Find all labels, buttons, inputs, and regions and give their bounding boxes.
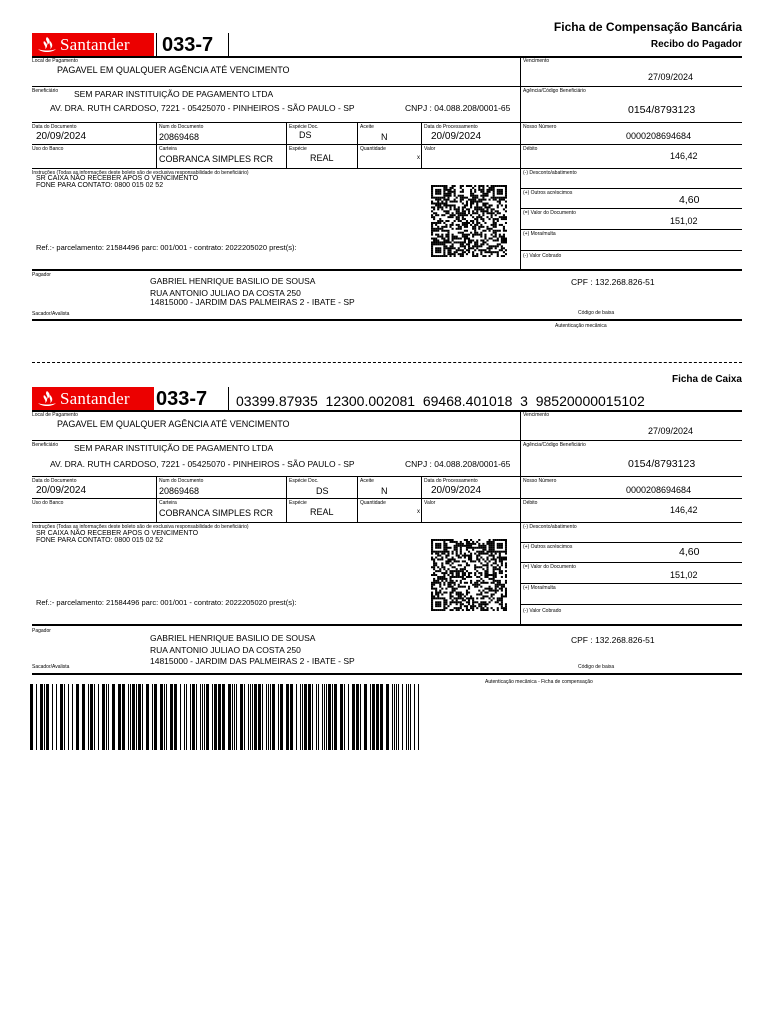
quantidade-x: x: [417, 509, 420, 515]
nosso-numero-label: Nosso Número: [523, 478, 557, 484]
codigo-baixa-label: Código de baixa: [578, 664, 615, 670]
brand-name: Santander: [60, 389, 130, 408]
data-processamento: 20/09/2024: [431, 485, 482, 496]
sacador-label: Sacador/Avalista: [32, 311, 70, 317]
mora-label: (+) Mora/multa: [523, 585, 556, 591]
pagador-endereco: RUA ANTONIO JULIAO DA COSTA 250: [150, 645, 301, 655]
nosso-numero-label: Nosso Número: [523, 124, 557, 130]
quantidade-x: x: [417, 155, 420, 161]
bank-code: 033-7: [162, 34, 214, 56]
desconto-label: (-) Desconto/abatimento: [523, 170, 577, 176]
qr-code: [431, 539, 507, 611]
especie-doc: DS: [316, 486, 329, 496]
num-documento-label: Num do Documento: [159, 478, 204, 484]
instrucao-1: SR CAIXA NÃO RECEBER APOS O VENCIMENTO: [36, 530, 199, 537]
pagador-cidade: 14815000 - JARDIM DAS PALMEIRAS 2 - IBATE - SP: [150, 297, 355, 307]
uso-banco-label: Uso do Banco: [32, 146, 64, 152]
local-pagamento-label: Local de Pagamento: [32, 58, 78, 64]
data-processamento: 20/09/2024: [431, 131, 482, 142]
cnpj: CNPJ : 04.088.208/0001-65: [405, 459, 511, 469]
pagador-label: Pagador: [32, 628, 51, 634]
valor-documento-label: (=) Valor do Documento: [523, 210, 576, 216]
num-documento: 20869468: [159, 132, 200, 142]
qr-code: [431, 185, 507, 257]
carteira-label: Carteira: [159, 146, 177, 152]
data-documento-label: Data do Documento: [32, 124, 77, 130]
nosso-numero: 0000208694684: [626, 131, 692, 141]
quantidade-label: Quantidade: [360, 500, 386, 506]
autenticacao-ficha-label: Autenticação mecânica - Ficha de compensação: [485, 679, 593, 685]
especie-label: Espécie: [289, 146, 307, 152]
pagador-endereco: RUA ANTONIO JULIAO DA COSTA 250: [150, 288, 301, 298]
autenticacao-label: Autenticação mecânica: [555, 323, 607, 329]
num-documento: 20869468: [159, 486, 200, 496]
instrucao-1: SR CAIXA NÃO RECEBER APOS O VENCIMENTO: [36, 175, 199, 182]
especie-label: Espécie: [289, 500, 307, 506]
local-pagamento: PAGAVEL EM QUALQUER AGÊNCIA ATÉ VENCIMENTO: [57, 65, 290, 75]
data-processamento-label: Data do Processamento: [424, 478, 478, 484]
pagador-nome: GABRIEL HENRIQUE BASILIO DE SOUSA: [150, 633, 316, 643]
data-documento: 20/09/2024: [36, 485, 87, 496]
instrucao-2: FONE PARA CONTATO: 0800 015 02 52: [36, 537, 164, 544]
beneficiario-label: Beneficiário: [32, 88, 59, 94]
agencia: 0154/8793123: [628, 458, 696, 470]
valor-cobrado-label: (-) Valor Cobrado: [523, 253, 562, 259]
santander-flame-icon: [36, 388, 58, 410]
receipt-section: [0, 0, 768, 340]
especie: REAL: [310, 153, 334, 163]
valor-documento-label: (=) Valor do Documento: [523, 564, 576, 570]
codigo-baixa-label: Código de baixa: [578, 310, 615, 316]
vencimento-label: Vencimento: [523, 58, 550, 64]
instrucoes-label: Instruções (Todas as informações deste boleto são de exclusiva responsabilidade do beneficiário): [32, 170, 249, 176]
carteira: COBRANCA SIMPLES RCR: [159, 154, 274, 164]
linha-digitavel: 03399.87935 12300.002081 69468.401018 3 98520000015102: [236, 393, 645, 409]
data-documento: 20/09/2024: [36, 131, 87, 142]
santander-logo: [32, 33, 154, 57]
valor-cobrado-label: (-) Valor Cobrado: [523, 608, 562, 614]
especie-doc: DS: [299, 130, 312, 140]
beneficiario-address: AV. DRA. RUTH CARDOSO, 7221 - 05425070 - PINHEIROS - SÃO PAULO - SP: [50, 459, 355, 469]
aceite-label: Aceite: [360, 478, 374, 484]
quantidade-label: Quantidade: [360, 146, 386, 152]
valor-documento: 151,02: [670, 216, 698, 226]
vencimento: 27/09/2024: [648, 426, 694, 436]
ref-parcelamento: Ref.:- parcelamento: 21584496 parc: 001/001 - contrato: 2022205020 prest(s):: [36, 243, 297, 252]
beneficiario-address: AV. DRA. RUTH CARDOSO, 7221 - 05425070 - PINHEIROS - SÃO PAULO - SP: [50, 103, 355, 113]
uso-banco-label: Uso do Banco: [32, 500, 64, 506]
cnpj: CNPJ : 04.088.208/0001-65: [405, 103, 511, 113]
outros-acrescimos: 4,60: [679, 194, 700, 206]
nosso-numero: 0000208694684: [626, 485, 692, 495]
data-processamento-label: Data do Processamento: [424, 124, 478, 130]
agencia-label: Agência/Código Beneficiário: [523, 88, 586, 94]
mora-label: (+) Mora/multa: [523, 231, 556, 237]
beneficiario-label: Beneficiário: [32, 442, 59, 448]
instrucoes-label: Instruções (Todas as informações deste boleto são de exclusiva responsabilidade do beneficiário): [32, 524, 249, 530]
especie-doc-label: Espécie Doc.: [289, 478, 319, 484]
agencia: 0154/8793123: [628, 104, 696, 116]
santander-flame-icon: [36, 34, 58, 56]
brand-name: Santander: [60, 35, 130, 54]
aceite-label: Aceite: [360, 124, 374, 130]
beneficiario: SEM PARAR INSTITUIÇÃO DE PAGAMENTO LTDA: [74, 443, 274, 453]
receipt-subtitle: Recibo do Pagador: [650, 39, 742, 50]
vencimento-label: Vencimento: [523, 412, 550, 418]
especie: REAL: [310, 507, 334, 517]
cpf: CPF : 132.268.826-51: [571, 635, 655, 645]
barcode: [30, 684, 422, 750]
debito: 146,42: [670, 151, 698, 161]
vencimento: 27/09/2024: [648, 72, 694, 82]
valor-documento: 151,02: [670, 570, 698, 580]
valor-label: Valor: [424, 500, 436, 506]
cpf: CPF : 132.268.826-51: [571, 277, 655, 287]
especie-doc-label: Espécie Doc.: [289, 124, 319, 130]
num-documento-label: Num do Documento: [159, 124, 204, 130]
local-pagamento-label: Local de Pagamento: [32, 412, 78, 418]
debito-label: Débito: [523, 146, 538, 152]
instrucao-2: FONE PARA CONTATO: 0800 015 02 52: [36, 182, 164, 189]
agencia-label: Agência/Código Beneficiário: [523, 442, 586, 448]
outros-acrescimos: 4,60: [679, 546, 700, 558]
beneficiario: SEM PARAR INSTITUIÇÃO DE PAGAMENTO LTDA: [74, 89, 274, 99]
debito: 146,42: [670, 505, 698, 515]
pagador-label: Pagador: [32, 272, 51, 278]
aceite: N: [381, 486, 388, 496]
receipt-title: Ficha de Compensação Bancária: [553, 20, 742, 34]
aceite: N: [381, 132, 388, 142]
desconto-label: (-) Desconto/abatimento: [523, 524, 577, 530]
pagador-nome: GABRIEL HENRIQUE BASILIO DE SOUSA: [150, 276, 316, 286]
ref-parcelamento: Ref.:- parcelamento: 21584496 parc: 001/001 - contrato: 2022205020 prest(s):: [36, 598, 297, 607]
local-pagamento: PAGAVEL EM QUALQUER AGÊNCIA ATÉ VENCIMENTO: [57, 419, 290, 429]
debito-label: Débito: [523, 500, 538, 506]
outros-acrescimos-label: (+) Outros acréscimos: [523, 190, 573, 196]
valor-label: Valor: [424, 146, 436, 152]
sacador-label: Sacador/Avalista: [32, 664, 70, 670]
outros-acrescimos-label: (+) Outros acréscimos: [523, 544, 573, 550]
ficha-caixa-section: [0, 354, 768, 774]
santander-logo: [32, 387, 154, 411]
bank-code: 033-7: [156, 388, 208, 410]
carteira-label: Carteira: [159, 500, 177, 506]
carteira: COBRANCA SIMPLES RCR: [159, 508, 274, 518]
data-documento-label: Data do Documento: [32, 478, 77, 484]
ficha-caixa-title: Ficha de Caixa: [671, 374, 742, 385]
pagador-cidade: 14815000 - JARDIM DAS PALMEIRAS 2 - IBATE - SP: [150, 656, 355, 666]
